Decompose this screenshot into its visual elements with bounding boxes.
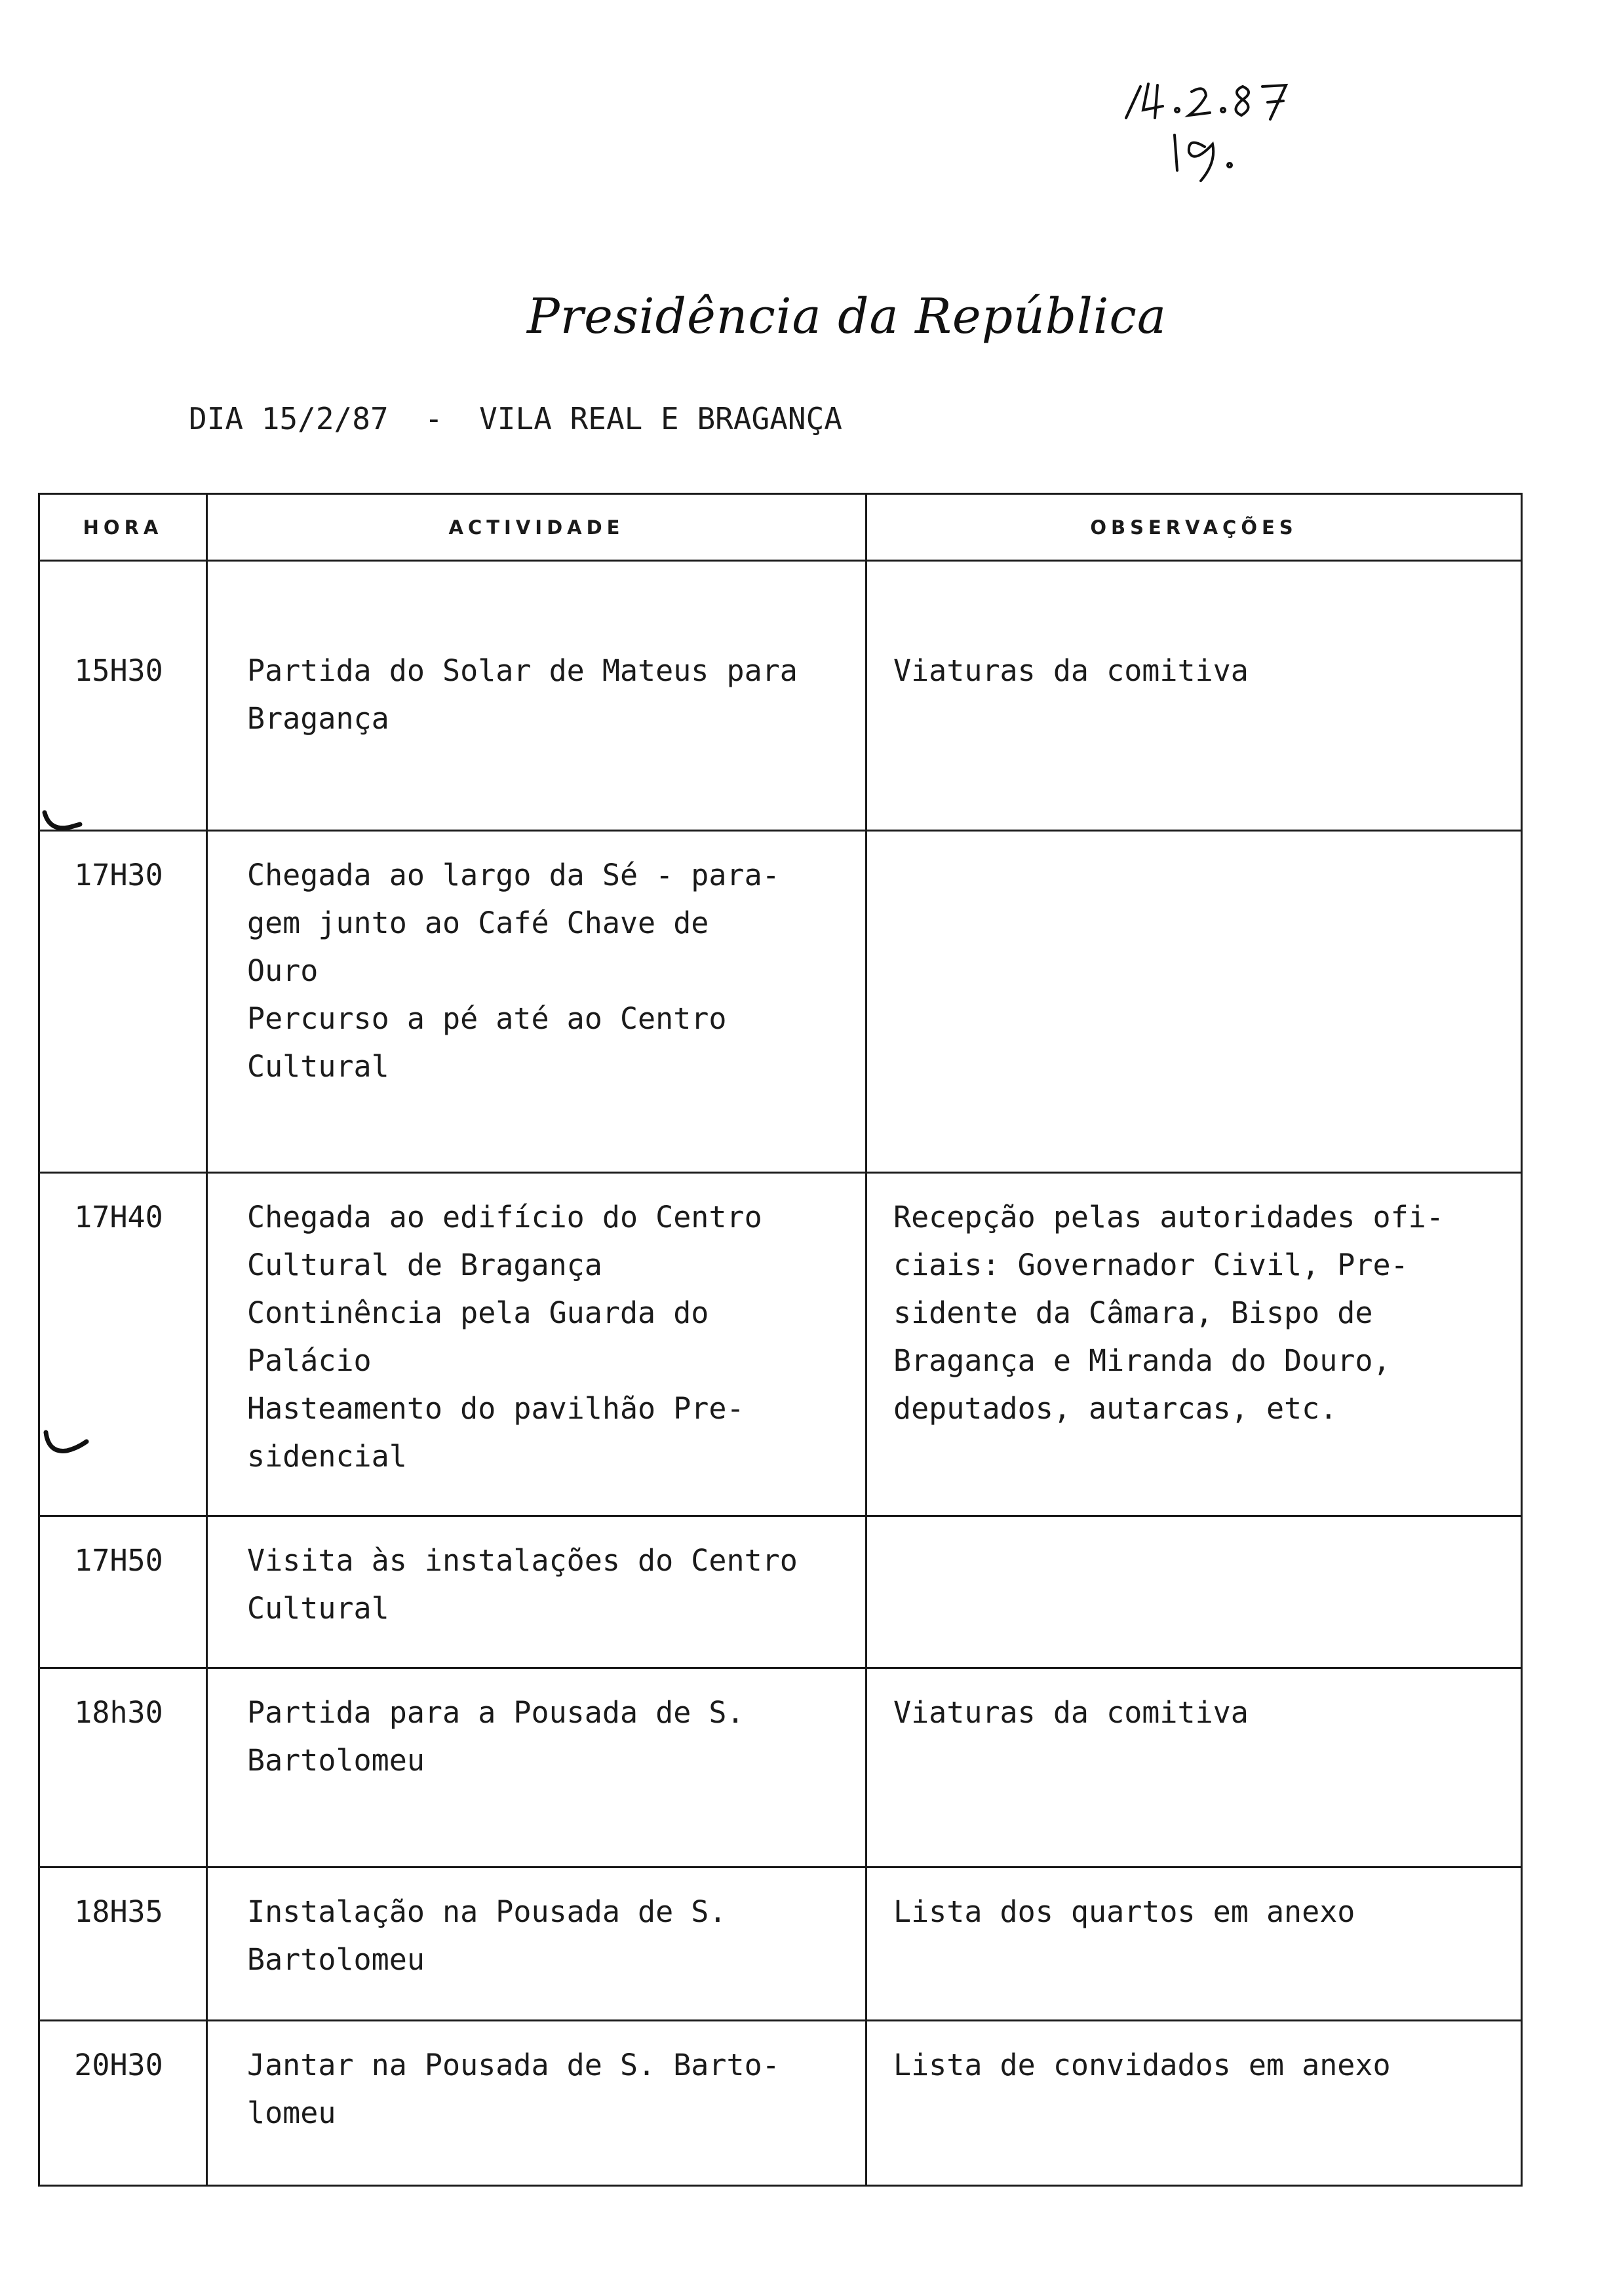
actividade-line: Cultural — [247, 1049, 389, 1084]
actividade-cell — [207, 1516, 866, 1668]
handwritten-date-note — [1114, 72, 1350, 183]
actividade-cell — [207, 1867, 866, 2021]
observacoes-line: Bragança e Miranda do Douro, — [893, 1343, 1391, 1378]
observacoes-cell — [866, 1867, 1522, 2021]
table-row — [39, 1516, 1522, 1668]
observacoes-cell — [866, 561, 1522, 831]
actividade-line: Bragança — [247, 701, 389, 736]
actividade-line: Chegada ao largo da Sé - para- — [247, 858, 780, 892]
observacoes-cell — [866, 1668, 1522, 1867]
schedule-table — [38, 493, 1523, 2187]
hora-cell: 17H30 — [39, 831, 207, 1173]
table-row — [39, 2021, 1522, 2186]
observacoes-line: Lista dos quartos em anexo — [893, 1894, 1355, 1929]
table-row — [39, 831, 1522, 1173]
hora-cell: 18h30 — [39, 1668, 207, 1867]
actividade-line: Chegada ao edifício do Centro — [247, 1200, 762, 1234]
actividade-line: Bartolomeu — [247, 1743, 425, 1778]
actividade-line: Visita às instalações do Centro — [247, 1543, 798, 1578]
observacoes-line: deputados, autarcas, etc. — [893, 1391, 1338, 1426]
actividade-line: gem junto ao Café Chave de — [247, 906, 709, 940]
actividade-cell — [207, 561, 866, 831]
observacoes-line: Viaturas da comitiva — [893, 653, 1249, 688]
actividade-line: Ouro — [247, 953, 319, 988]
actividade-line: Jantar na Pousada de S. Barto- — [247, 2048, 780, 2082]
hora-cell: 20H30 — [39, 2021, 207, 2186]
observacoes-line: sidente da Câmara, Bispo de — [893, 1295, 1373, 1330]
table-row — [39, 561, 1522, 831]
actividade-cell — [207, 1173, 866, 1516]
actividade-line: Partida para a Pousada de S. — [247, 1695, 745, 1730]
actividade-line: Cultural — [247, 1591, 389, 1626]
actividade-line: Continência pela Guarda do — [247, 1295, 709, 1330]
table-row — [39, 1173, 1522, 1516]
actividade-line: Palácio — [247, 1343, 372, 1378]
table-row — [39, 1668, 1522, 1867]
actividade-line: sidencial — [247, 1439, 407, 1474]
observacoes-line: Recepção pelas autoridades ofi- — [893, 1200, 1444, 1234]
letterhead-title: Presidência da República — [527, 288, 1167, 345]
actividade-line: lomeu — [247, 2095, 336, 2130]
observacoes-cell — [866, 1173, 1522, 1516]
hora-cell: 17H50 — [39, 1516, 207, 1668]
table-row — [39, 1867, 1522, 2021]
actividade-cell — [207, 1668, 866, 1867]
observacoes-line: Lista de convidados em anexo — [893, 2048, 1391, 2082]
document-heading: DIA 15/2/87 - VILA REAL E BRAGANÇA — [189, 401, 842, 436]
actividade-cell — [207, 831, 866, 1173]
check-mark-icon — [41, 807, 100, 847]
actividade-line: Partida do Solar de Mateus para — [247, 653, 798, 688]
observacoes-cell — [866, 1516, 1522, 1668]
observacoes-line: Viaturas da comitiva — [893, 1695, 1249, 1730]
hora-cell: 18H35 — [39, 1867, 207, 2021]
table-header-row — [39, 494, 1522, 561]
check-mark-icon — [41, 1428, 100, 1468]
observacoes-cell — [866, 2021, 1522, 2186]
actividade-cell — [207, 2021, 866, 2186]
actividade-line: Bartolomeu — [247, 1942, 425, 1977]
hora-cell: 15H30 — [39, 561, 207, 831]
header-actividade: ACTIVIDADE — [207, 494, 866, 561]
header-observacoes: OBSERVAÇÕES — [866, 494, 1522, 561]
actividade-line: Instalação na Pousada de S. — [247, 1894, 727, 1929]
hora-cell: 17H40 — [39, 1173, 207, 1516]
observacoes-cell — [866, 831, 1522, 1173]
actividade-line: Hasteamento do pavilhão Pre- — [247, 1391, 745, 1426]
header-hora: HORA — [39, 494, 207, 561]
observacoes-line: ciais: Governador Civil, Pre- — [893, 1248, 1409, 1282]
actividade-line: Cultural de Bragança — [247, 1248, 602, 1282]
actividade-line: Percurso a pé até ao Centro — [247, 1001, 727, 1036]
